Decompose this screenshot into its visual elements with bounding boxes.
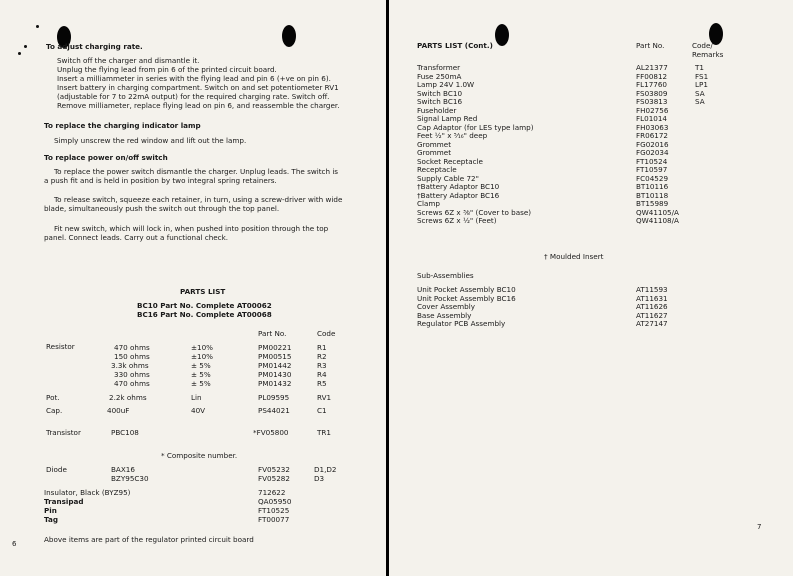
lamp-instruction: Simply unscrew the red window and lift out the lamp. xyxy=(54,136,247,145)
part-partno: FH03063 xyxy=(636,122,669,132)
part-partno: FS03809 xyxy=(636,88,668,98)
part-name: Switch BC10 xyxy=(417,88,463,98)
instruction-line: Remove milliameter, replace flying lead on pin 6, and reassemble the charger. xyxy=(57,101,340,110)
resistor-tolerance: ±10% xyxy=(191,352,213,361)
part-code: SA xyxy=(695,97,705,106)
resistor-value: 3.3k ohms xyxy=(111,361,149,370)
row-label: Pin xyxy=(44,506,57,515)
assembly-name: Base Assembly xyxy=(417,310,472,320)
speck xyxy=(18,52,21,55)
resistor-code: R1 xyxy=(317,343,327,352)
assembly-partno: AT11593 xyxy=(636,285,668,294)
part-partno: FH02756 xyxy=(636,105,669,115)
part-partno: FC04529 xyxy=(636,173,669,183)
resistor-label: Resistor xyxy=(46,342,75,351)
assembly-name: Unit Pocket Assembly BC10 xyxy=(417,285,516,294)
part-partno: QW41108/A xyxy=(636,216,679,225)
part-name: Supply Cable 72" xyxy=(417,173,479,183)
row-value: PBC108 xyxy=(111,428,139,437)
row-partno: FV05232 xyxy=(258,465,290,474)
resistor-code: R4 xyxy=(317,370,327,379)
punch-hole xyxy=(495,24,509,46)
resistor-partno: PM01430 xyxy=(258,370,292,379)
switch-para-1b: a push fit and is held in position by two integral spring retainers. xyxy=(44,176,277,185)
assembly-name: Regulator PCB Assembly xyxy=(417,319,506,328)
assembly-partno: AT27147 xyxy=(636,319,668,328)
footer-note: Above items are part of the regulator printed circuit board xyxy=(44,535,254,544)
resistor-partno: PM00515 xyxy=(258,352,292,361)
switch-para-2a: To release switch, squeeze each retainer, in turn, using a screw-driver with wide xyxy=(54,195,343,204)
row-value: BZY95C30 xyxy=(111,474,149,483)
part-name: Signal Lamp Red xyxy=(417,114,478,123)
switch-para-2b: blade, simultaneously push the switch out through the top panel. xyxy=(44,204,280,213)
col-header-partno: Part No. xyxy=(258,329,287,338)
part-name: †Battery Adaptor BC16 xyxy=(417,190,500,200)
heading-power-switch: To replace power on/off switch xyxy=(44,153,168,162)
resistor-partno: PM01442 xyxy=(258,361,292,370)
part-name: Receptacle xyxy=(417,165,457,174)
parts-sub-bc10: BC10 Part No. Complete AT00062 xyxy=(137,301,272,310)
row-partno: *FV05800 xyxy=(253,428,289,437)
right-page xyxy=(389,0,793,576)
part-name: Screws 6Z x ³⁄₈" (Cover to base) xyxy=(417,207,532,217)
part-code: T1 xyxy=(695,63,704,72)
part-name: Grommet xyxy=(417,139,452,149)
row-partno: FT00077 xyxy=(258,515,290,524)
resistor-tolerance: ± 5% xyxy=(191,361,211,370)
moulded-footnote: † Moulded Insert xyxy=(544,252,604,261)
part-partno: FL01014 xyxy=(636,114,668,123)
composite-footnote: * Composite number. xyxy=(161,451,238,460)
switch-para-3a: Fit new switch, which will lock in, when pushed into position through the top xyxy=(54,224,329,233)
row-partno: FT10525 xyxy=(258,506,290,515)
row-code: C1 xyxy=(317,406,327,415)
row-code: D1,D2 xyxy=(314,465,337,474)
row-label: Transistor xyxy=(46,428,81,437)
row-spec: 40V xyxy=(191,406,206,415)
resistor-value: 330 ohms xyxy=(114,370,150,379)
resistor-value: 150 ohms xyxy=(114,352,150,361)
col-header-remarks: Remarks xyxy=(692,50,724,59)
row-label: Transipad xyxy=(44,497,84,506)
part-partno: BT10116 xyxy=(636,182,669,191)
instruction-line: Insert battery in charging compartment. Switch on and set potentiometer RV1 xyxy=(57,83,339,92)
resistor-code: R5 xyxy=(317,379,327,388)
switch-para-1a: To replace the power switch dismantle the charger. Unplug leads. The switch is xyxy=(54,167,339,176)
part-name: Feet ½" x ⁵⁄₁₆" deep xyxy=(417,131,488,140)
assembly-name: Unit Pocket Assembly BC16 xyxy=(417,293,516,303)
part-name: Socket Receptacle xyxy=(417,156,483,166)
assembly-partno: AT11626 xyxy=(636,302,668,311)
part-partno: BT15989 xyxy=(636,199,669,208)
part-partno: QW41105/A xyxy=(636,207,679,217)
part-name: Fuse 250mA xyxy=(417,71,462,81)
part-partno: FT10524 xyxy=(636,156,668,166)
parts-list-title: PARTS LIST xyxy=(180,287,226,296)
speck xyxy=(24,45,27,48)
part-partno: FF00812 xyxy=(636,71,668,81)
assembly-partno: AT11631 xyxy=(636,293,668,303)
row-code: TR1 xyxy=(317,428,331,437)
part-code: LP1 xyxy=(695,80,708,89)
col-header-code: Code/ xyxy=(692,41,713,50)
page-number: 7 xyxy=(757,523,762,531)
left-page xyxy=(0,0,386,576)
page-number: 6 xyxy=(12,540,17,548)
part-name: Fuseholder xyxy=(417,105,457,115)
instruction-line: Insert a milliammeter in series with the flying lead and pin 6 (+ve on pin 6). xyxy=(57,74,331,83)
row-label: Pot. xyxy=(46,393,60,402)
resistor-code: R2 xyxy=(317,352,327,361)
resistor-tolerance: ±10% xyxy=(191,343,213,352)
part-name: Grommet xyxy=(417,148,452,157)
row-partno: PS44021 xyxy=(258,406,290,415)
part-name: Cap Adaptor (for LES type lamp) xyxy=(417,122,534,132)
col-header-partno: Part No. xyxy=(636,41,665,50)
row-code: D3 xyxy=(314,474,325,483)
row-label: Tag xyxy=(44,515,58,524)
punch-hole xyxy=(282,25,296,47)
row-partno: PL09595 xyxy=(258,393,290,402)
part-partno: FS03813 xyxy=(636,97,668,106)
switch-para-3b: panel. Connect leads. Carry out a functional check. xyxy=(44,233,229,242)
resistor-code: R3 xyxy=(317,361,327,370)
part-name: Screws 6Z x ½" (Feet) xyxy=(417,216,497,225)
row-partno: 712622 xyxy=(258,488,286,497)
part-name: Clamp xyxy=(417,199,440,208)
part-code: FS1 xyxy=(695,71,709,81)
part-name: Switch BC16 xyxy=(417,97,463,106)
row-label: Insulator, Black (BYZ95) xyxy=(44,488,131,497)
part-partno: BT10118 xyxy=(636,190,669,200)
parts-sub-bc16: BC16 Part No. Complete AT00068 xyxy=(137,310,272,319)
part-partno: FR06172 xyxy=(636,131,668,140)
row-label: Cap. xyxy=(46,406,63,415)
resistor-tolerance: ± 5% xyxy=(191,379,211,388)
part-partno: FG02016 xyxy=(636,139,669,149)
part-partno: FL17760 xyxy=(636,80,668,89)
instruction-line: (adjustable for 7 to 22mA output) for the required charging rate. Switch off. xyxy=(57,92,330,101)
instruction-line: Unplug the flying lead from pin 6 of the printed circuit board. xyxy=(57,65,277,74)
part-partno: FT10597 xyxy=(636,165,668,174)
row-value: 400uF xyxy=(107,406,130,415)
speck xyxy=(36,25,39,28)
assembly-name: Cover Assembly xyxy=(417,302,475,311)
row-label: Diode xyxy=(46,465,67,474)
resistor-value: 470 ohms xyxy=(114,343,150,352)
sub-assemblies-heading: Sub-Assemblies xyxy=(417,271,474,280)
resistor-partno: PM01432 xyxy=(258,379,292,388)
assembly-partno: AT11627 xyxy=(636,310,668,320)
row-partno: QA05950 xyxy=(258,497,292,506)
resistor-value: 470 ohms xyxy=(114,379,150,388)
row-spec: Lin xyxy=(191,393,202,402)
part-name: Transformer xyxy=(417,63,461,72)
row-partno: FV05282 xyxy=(258,474,290,483)
row-value: 2.2k ohms xyxy=(109,393,147,402)
heading-indicator-lamp: To replace the charging indicator lamp xyxy=(44,121,201,130)
row-code: RV1 xyxy=(317,393,332,402)
part-name: †Battery Adaptor BC10 xyxy=(417,182,500,191)
instruction-line: Switch off the charger and dismantle it. xyxy=(57,56,200,65)
resistor-tolerance: ± 5% xyxy=(191,370,211,379)
col-header-code: Code xyxy=(317,329,336,338)
row-value: BAX16 xyxy=(111,465,135,474)
charging-instructions xyxy=(57,56,340,110)
heading-charging-rate: To adjust charging rate. xyxy=(46,42,143,51)
parts-list-cont-title: PARTS LIST (Cont.) xyxy=(417,41,493,50)
part-partno: FG02034 xyxy=(636,148,669,157)
part-name: Lamp 24V 1.0W xyxy=(417,80,475,89)
part-partno: AL21377 xyxy=(636,63,668,72)
resistor-partno: PM00221 xyxy=(258,343,292,352)
part-code: SA xyxy=(695,88,705,98)
